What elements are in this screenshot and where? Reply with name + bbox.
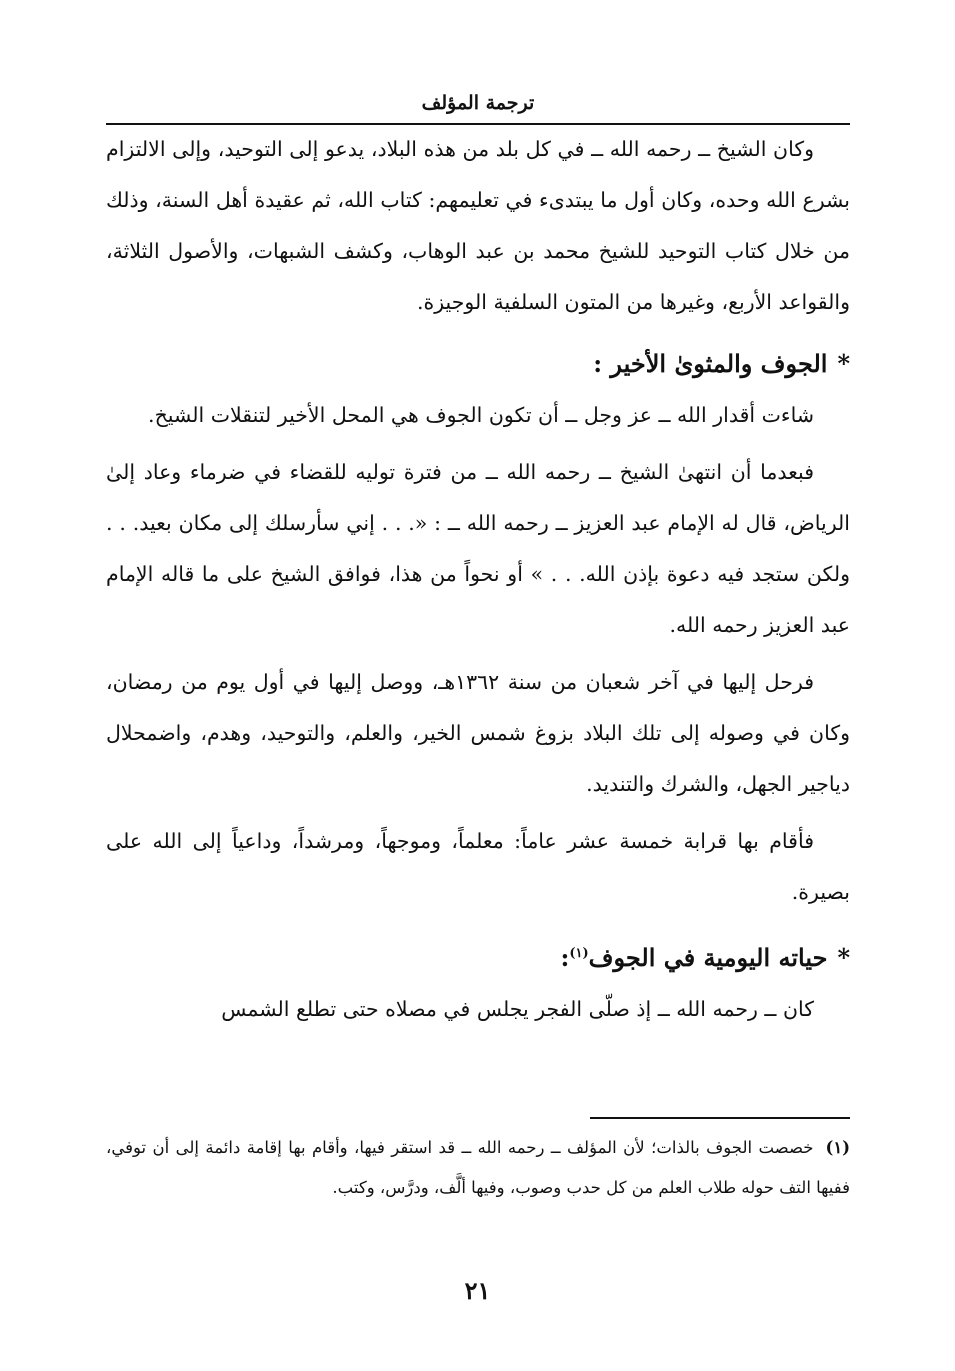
section-heading-jawf xyxy=(106,342,850,386)
main-text xyxy=(106,124,850,1035)
section-heading-text: الجوف والمثوىٰ الأخير : xyxy=(593,349,828,378)
footnote xyxy=(106,1128,850,1208)
running-header: ترجمة المؤلف xyxy=(421,92,535,114)
paragraph: فبعدما أن انتهىٰ الشيخ ــ رحمه الله ــ من فترة توليه للقضاء في ضرماء وعاد إلىٰ الرياض، قال له الإمام عبد العزيز ــ رحمه الله ــ : «. . . إني سأرسلك إلى مكان بعيد. . . ولكن ستجد فيه دعوة بإذن الله. . . » أو نحواً من هذا، فوافق الشيخ على ما قاله الإمام عبد العزيز رحمه الله. xyxy=(106,460,850,637)
section-heading-daily-life xyxy=(106,932,850,980)
asterisk-bullet-icon: * xyxy=(837,943,850,972)
footnote-mark: (١) xyxy=(825,1138,850,1157)
paragraph-intro: وكان الشيخ ــ رحمه الله ــ في كل بلد من هذه البلاد، يدعو إلى التوحيد، وإلى الالتزام بشرع الله وحده، وكان أول ما يبتدىء في تعليمهم: كتاب الله، ثم عقيدة أهل السنة، وذلك من خلال كتاب التوحيد للشيخ محمد بن عبد الوهاب، وكشف الشبهات، والأصول الثلاثة، والقواعد الأربع، وغيرها من المتون السلفية الوجيزة. xyxy=(106,137,850,314)
footnote-reference[interactable]: (١) xyxy=(569,946,589,961)
heading-colon: : xyxy=(560,943,570,972)
paragraph: فأقام بها قرابة خمسة عشر عاماً: معلماً، وموجهاً، ومرشداً، وداعياً إلى الله على بصيرة. xyxy=(106,829,850,904)
asterisk-bullet-icon: * xyxy=(837,349,850,378)
footnote-text: خصصت الجوف بالذات؛ لأن المؤلف ــ رحمه الله ــ قد استقر فيها، وأقام بها إقامة دائمة إلى أن توفي، ففيها التف حوله طلاب العلم من كل حدب وصوب، وفيها ألَّف، ودرَّس، وكتب. xyxy=(106,1138,850,1197)
page-number: ٢١ xyxy=(464,1276,491,1305)
section-heading-text: حياته اليومية في الجوف xyxy=(588,943,828,972)
paragraph: فرحل إليها في آخر شعبان من سنة ١٣٦٢هـ، ووصل إليها في أول يوم من رمضان، وكان في وصوله إلى تلك البلاد بزوغ شمس الخير، والعلم، والتوحيد، وهدم، واضمحلال دياجير الجهل، والشرك والتنديد. xyxy=(106,670,850,796)
footnote-rule xyxy=(590,1117,850,1119)
paragraph: كان ــ رحمه الله ــ إذ صلّى الفجر يجلس في مصلاه حتى تطلع الشمس xyxy=(221,997,814,1021)
paragraph: شاءت أقدار الله ــ عز وجل ــ أن تكون الجوف هي المحل الأخير لتنقلات الشيخ. xyxy=(148,403,814,427)
